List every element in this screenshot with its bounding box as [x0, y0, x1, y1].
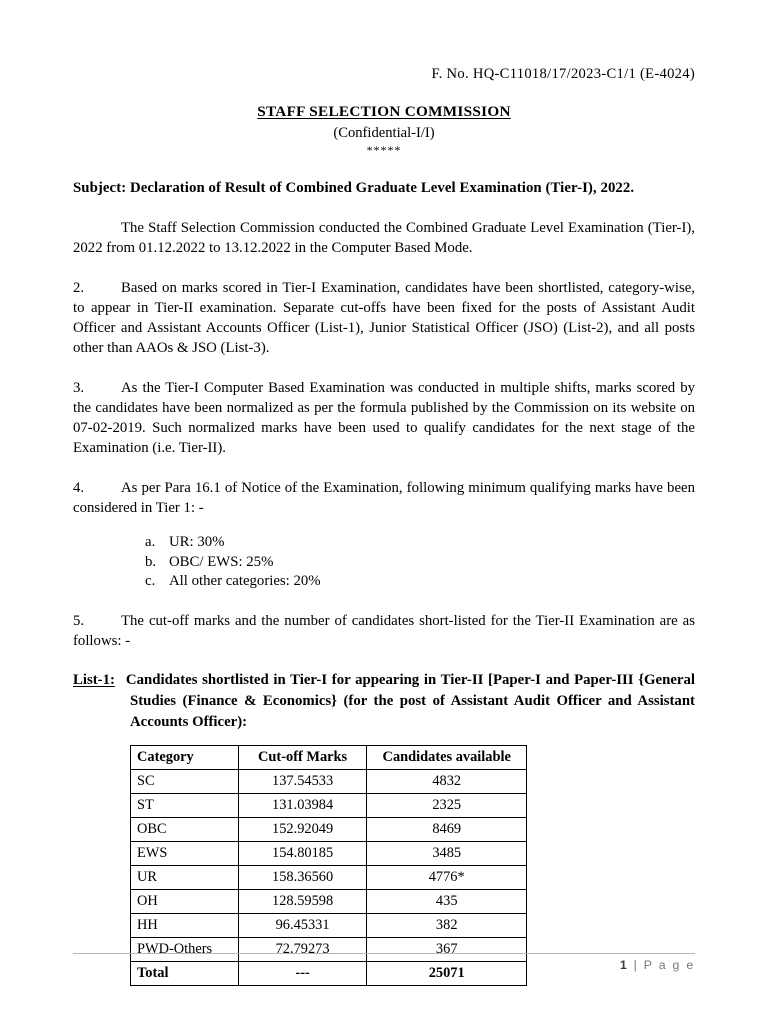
cell-total-label: Total	[131, 962, 239, 986]
letterhead	[73, 103, 695, 158]
cell-total-candidates: 25071	[367, 962, 527, 986]
list-item-marker: a.	[145, 533, 156, 550]
cutoff-table-container	[73, 745, 695, 986]
list-item-label: All other categories: 20%	[169, 573, 321, 590]
list-item	[73, 533, 695, 553]
cell-category: ST	[131, 794, 239, 818]
file-number: F. No. HQ-C11018/17/2023-C1/1 (E-4024)	[431, 66, 695, 82]
table-row	[131, 818, 527, 842]
list-item-label: UR: 30%	[169, 533, 225, 550]
column-header-candidates: Candidates available	[367, 746, 527, 770]
paragraph-2-number: 2.	[73, 279, 85, 296]
cell-candidates: 382	[367, 914, 527, 938]
cell-cutoff: 154.80185	[238, 842, 367, 866]
paragraph-intro: The Staff Selection Commission conducted the Combined Graduate Level Examination (Tier-I), 2022 from 01.12.2022 to 13.12.2022 in the Computer Based Mode.	[73, 220, 695, 257]
cell-candidates: 3485	[367, 842, 527, 866]
star-divider: *****	[366, 143, 402, 157]
cell-cutoff: 131.03984	[238, 794, 367, 818]
footer-divider	[73, 953, 695, 954]
table-header-row	[131, 746, 527, 770]
page-footer	[73, 953, 695, 972]
cell-cutoff: 152.92049	[238, 818, 367, 842]
paragraph-2	[73, 278, 695, 359]
paragraph-2-text: Based on marks scored in Tier-I Examination, candidates have been shortlisted, category-wise, to appear in Tier-II examination. Separate cut-offs have been fixed for the posts of Assistant Audit Officer and Assistant Accounts Officer (List-1), Junior Statistical Officer (JSO) (List-2), and all posts other than AAOs & JSO (List-3).	[73, 279, 695, 357]
paragraph-5	[73, 611, 695, 652]
list-item-marker: b.	[145, 553, 157, 570]
column-header-category: Category	[131, 746, 239, 770]
table-row	[131, 770, 527, 794]
footer-page-number: 1	[619, 958, 629, 972]
list-item	[73, 572, 695, 592]
qualifying-marks-list	[73, 533, 695, 592]
cutoff-table	[130, 745, 527, 986]
cell-category: UR	[131, 866, 239, 890]
cell-candidates: 2325	[367, 794, 527, 818]
cell-category: EWS	[131, 842, 239, 866]
cell-cutoff: 158.36560	[238, 866, 367, 890]
cell-category: HH	[131, 914, 239, 938]
cell-category: PWD-Others	[131, 938, 239, 962]
cell-cutoff: 128.59598	[238, 890, 367, 914]
footer-page-indicator	[73, 958, 695, 972]
paragraph-3-number: 3.	[73, 379, 85, 396]
paragraph-4-number: 4.	[73, 479, 85, 496]
subject-line: Subject: Declaration of Result of Combined Graduate Level Examination (Tier-I), 2022.	[73, 180, 635, 196]
list-item-label: OBC/ EWS: 25%	[169, 553, 274, 570]
cell-category: OBC	[131, 818, 239, 842]
cell-candidates: 4832	[367, 770, 527, 794]
table-row	[131, 794, 527, 818]
cell-cutoff: 96.45331	[238, 914, 367, 938]
table-row	[131, 842, 527, 866]
list-item-marker: c.	[145, 573, 156, 590]
footer-separator: |	[633, 958, 639, 972]
cell-candidates: 435	[367, 890, 527, 914]
cell-cutoff: 137.54533	[238, 770, 367, 794]
table-row	[131, 890, 527, 914]
cell-category: OH	[131, 890, 239, 914]
list-item	[73, 553, 695, 573]
table-row	[131, 866, 527, 890]
footer-page-label: P a g e	[643, 958, 695, 972]
paragraph-4-text: As per Para 16.1 of Notice of the Examination, following minimum qualifying marks have been considered in Tier 1: -	[73, 479, 695, 516]
cell-total-cutoff: ---	[238, 962, 367, 986]
cell-candidates: 4776*	[367, 866, 527, 890]
paragraph-4	[73, 478, 695, 519]
cell-category: SC	[131, 770, 239, 794]
list1-tag: List-1:	[73, 672, 115, 689]
list1-heading-text: Candidates shortlisted in Tier-I for appearing in Tier-II [Paper-I and Paper-III {General Studies (Finance & Economics} (for the post of Assistant Audit Officer and Assistant Accounts Officer):	[125, 672, 695, 731]
paragraph-3	[73, 378, 695, 459]
cell-candidates: 367	[367, 938, 527, 962]
paragraph-5-text: The cut-off marks and the number of candidates short-listed for the Tier-II Examination are as follows: -	[73, 612, 695, 649]
organization-title: STAFF SELECTION COMMISSION	[257, 103, 511, 120]
paragraph-3-text: As the Tier-I Computer Based Examination was conducted in multiple shifts, marks scored by the candidates have been normalized as per the formula published by the Commission on its website on 07-02-2019. Such normalized marks have been used to qualify candidates for the next stage of the Examination (i.e. Tier-II).	[73, 379, 695, 457]
table-row	[131, 914, 527, 938]
cell-cutoff: 72.79273	[238, 938, 367, 962]
paragraph-5-number: 5.	[73, 612, 85, 629]
list1-heading	[73, 670, 695, 733]
cell-candidates: 8469	[367, 818, 527, 842]
column-header-cutoff: Cut-off Marks	[238, 746, 367, 770]
confidentiality-label: (Confidential-I/I)	[333, 125, 435, 141]
